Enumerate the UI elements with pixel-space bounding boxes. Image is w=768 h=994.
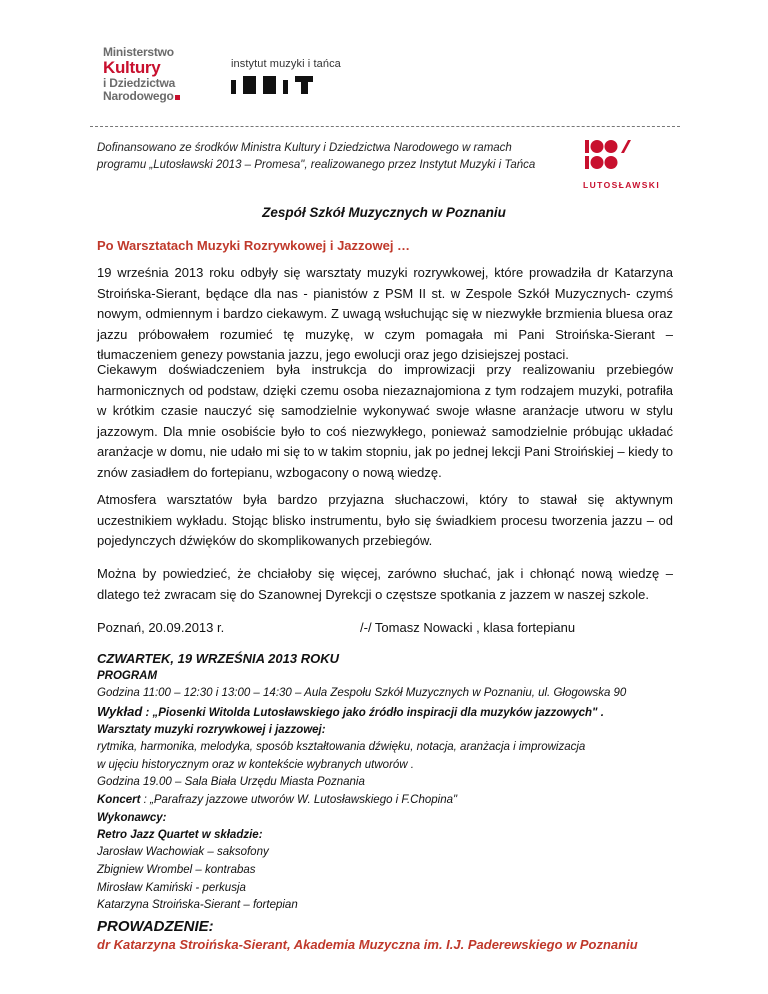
concert-label: Koncert [97, 794, 141, 807]
program-host: dr Katarzyna Stroińska-Sierant, Akademia Muzyczna im. I.J. Paderewskiego w Poznaniu [97, 937, 638, 953]
imit-logo [231, 58, 341, 94]
ministry-logo-line4: Narodowego [103, 89, 174, 103]
lutoslawski-caption: LUTOSŁAWSKI [583, 180, 661, 190]
program-lecture-line [97, 703, 717, 722]
program-label: PROGRAM [97, 670, 158, 682]
funding-note-line1: Dofinansowano ze środków Ministra Kultury i Dziedzictwa Narodowego w ramach [97, 142, 512, 154]
ministry-logo [103, 46, 180, 102]
member-4: Katarzyna Stroińska-Sierant – fortepian [97, 899, 298, 912]
signature: /-/ Tomasz Nowacki , klasa fortepianu [360, 620, 576, 635]
member-2: Zbigniew Wrombel – kontrabas [97, 863, 256, 876]
program-performers: Wykonawcy: [97, 811, 167, 824]
lutoslawski-100-mark [583, 139, 663, 171]
header-divider [90, 126, 680, 127]
lecture-label: Wykład [97, 703, 143, 719]
imit-logo-text: instytut muzyki i tańca [231, 58, 341, 70]
ministry-logo-line1: Ministerstwo [103, 45, 174, 59]
ministry-logo-line4-wrap [103, 90, 180, 102]
member-1: Jarosław Wachowiak – saksofony [97, 845, 269, 858]
program-topics-1: rytmika, harmonika, melodyka, sposób kształtowania dźwięku, notacja, aranżacja i improwizacja [97, 740, 586, 753]
document-subtitle: Po Warsztatach Muzyki Rozrywkowej i Jazzowej … [97, 238, 411, 253]
ministry-logo-line3: i Dziedzictwa [103, 76, 176, 90]
funding-note-line2: programu „Lutosławski 2013 – Promesa", realizowanego przez Instytut Muzyki i Tańca [97, 159, 536, 171]
funding-note [97, 140, 567, 174]
lutoslawski-logo [583, 139, 663, 190]
program-time-line: Godzina 11:00 – 12:30 i 13:00 – 14:30 – Aula Zespołu Szkół Muzycznych w Poznaniu, ul. Głogowska 90 [97, 687, 627, 699]
program-evening: Godzina 19.00 – Sala Biała Urzędu Miasta Poznania [97, 776, 365, 789]
document-title: Zespół Szkół Muzycznych w Poznaniu [262, 205, 506, 220]
lecture-text: : „Piosenki Witolda Lutosławskiego jako źródło inspiracji dla muzyków jazzowych" . [142, 706, 604, 719]
ministry-logo-line2: Kultury [103, 58, 161, 77]
place-date: Poznań, 20.09.2013 r. [97, 620, 225, 635]
program-concert-line [97, 792, 717, 810]
paragraph-3: Atmosfera warsztatów była bardzo przyjazna słuchaczowi, który to stawał się aktywnym uczestnikiem wykładu. Stojąc blisko instrumentu, było się świadkiem procesu tworzenia jazzu – od pojedynczych dźwięków do skomplikowanych przebiegów. [97, 492, 673, 548]
program-topics-2: w ujęciu historycznym oraz w kontekście wybranych utworów . [97, 758, 415, 771]
ministry-logo-dot [175, 95, 180, 100]
program-ensemble: Retro Jazz Quartet w składzie: [97, 828, 263, 841]
imit-logo-mark [231, 76, 331, 94]
paragraph-1: 19 września 2013 roku odbyły się warsztaty muzyki rozrywkowej, które prowadziła dr Katarzyna Stroińska-Sierant, będące dla nas - pianistów z PSM II st. w Zespole Szkół Muzycznych- czymś nowym, odmiennym i bardzo ciekawym. Z uwagą wsłuchując się w niezwykłe brzmienia bluesa oraz jazzu próbowałem rozumieć tę muzykę, w czym pomagała mi Pani Stroińska-Sierant – tłumaczeniem genezy powstania jazzu, jego ewolucji oraz jego dzisiejszej postaci. [97, 265, 673, 362]
program-section [97, 650, 717, 954]
program-host-label: PROWADZENIE: [97, 918, 214, 936]
member-3: Mirosław Kamiński - perkusja [97, 881, 246, 894]
concert-text: : „Parafrazy jazzowe utworów W. Lutosławskiego i F.Chopina" [140, 794, 458, 807]
paragraph-2: Ciekawym doświadczeniem była instrukcja do improwizacji przy realizowaniu przebiegów harmonicznych od podstaw, dzięki czemu osoba niezaznajomiona z tym rodzajem muzyki, potrafiła w krótkim czasie nauczyć się samodzielnie wykonywać swoje własne aranżacje utworu w stylu jazzowym. Dla mnie osobiście było to coś niezwykłego, ponieważ samodzielnie próbując układać aranżacje w domu, nie udało mi się to w takim stopniu, jak po jednej lekcji Pani Stroińskiej – kiedy to znów zasiadłem do fortepianu, wzbogacony o nową wiedzę. [97, 362, 673, 480]
paragraph-4: Można by powiedzieć, że chciałoby się więcej, zarówno słuchać, jak i chłonąć nową wiedzę – dlatego też zwracam się do Szanownej Dyrekcji o częstsze spotkania z jazzem w naszej szkole. [97, 566, 673, 602]
program-workshops: Warsztaty muzyki rozrywkowej i jazzowej: [97, 723, 326, 736]
program-date-heading: CZWARTEK, 19 WRZEŚNIA 2013 ROKU [97, 651, 339, 666]
